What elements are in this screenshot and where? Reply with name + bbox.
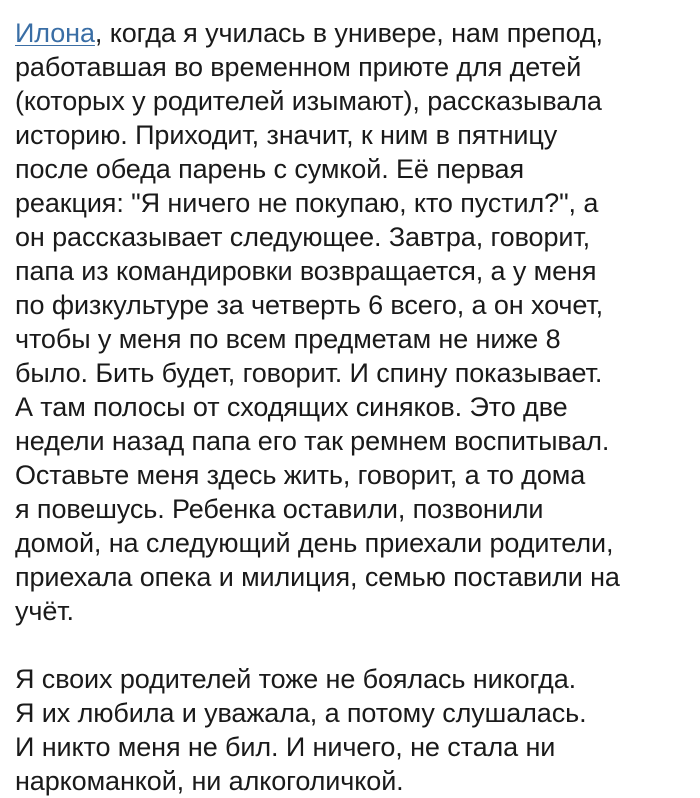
comment-line: работавшая во временном приюте для детей [15, 52, 582, 82]
paragraph-gap [15, 628, 695, 662]
comment-line: недели назад папа его так ремнем воспитывал. [15, 426, 610, 456]
comment-line: И никто меня не бил. И ничего, не стала ни [15, 732, 556, 762]
comment-line: он рассказывает следующее. Завтра, говорит, [15, 222, 591, 252]
comment-line: учёт. [15, 596, 74, 626]
comment-line: (которых у родителей изымают), рассказывала [15, 86, 602, 116]
comment-line: историю. Приходит, значит, к ним в пятницу [15, 120, 558, 150]
comment-line-1-text: , когда я училась в универе, нам препод, [94, 18, 603, 48]
user-mention-link[interactable]: Илона [15, 18, 95, 48]
comment-line: домой, на следующий день приехали родители, [15, 528, 614, 558]
comment-line: после обеда парень с сумкой. Её первая [15, 154, 524, 184]
comment-line-1 [15, 16, 695, 50]
comment-line: наркоманкой, ни алкоголичкой. [15, 766, 404, 796]
comment-line: Я их любила и уважала, а потому слушалась. [15, 698, 587, 728]
comment-line: Я своих родителей тоже не боялась никогда. [15, 664, 577, 694]
comment-text [15, 0, 695, 798]
comment-line: А там полосы от сходящих синяков. Это две [15, 392, 568, 422]
comment-line: я повешусь. Ребенка оставили, позвонили [15, 494, 544, 524]
comment-line: по физкультуре за четверть 6 всего, а он хочет, [15, 290, 604, 320]
comment-line: было. Бить будет, говорит. И спину показывает. [15, 358, 603, 388]
comment-line: реакция: "Я ничего не покупаю, кто пустил?", а [15, 188, 599, 218]
comment-line: приехала опека и милиция, семью поставили на [15, 562, 620, 592]
comment-line: Оставьте меня здесь жить, говорит, а то дома [15, 460, 586, 490]
cut-off-header-line [15, 0, 695, 16]
comment-line: чтобы у меня по всем предметам не ниже 8 [15, 324, 561, 354]
comment-line: папа из командировки возвращается, а у меня [15, 256, 597, 286]
